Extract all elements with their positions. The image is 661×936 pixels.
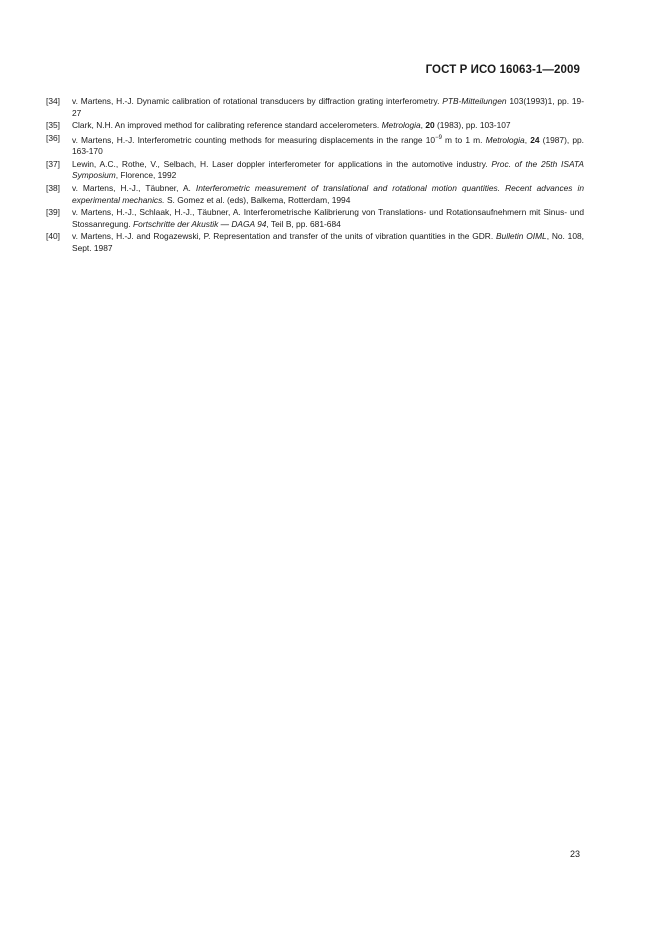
bibliography-list [46, 96, 584, 255]
reference-text [72, 96, 584, 120]
reference-segment: Interferometric measurement of translational and rotational motion quantities. Recent advances in experimental mechanics. [72, 182, 585, 205]
reference-segment: v. Martens, H.-J. and Rogazewski, P. Representation and transfer of the units of vibration quantities in the GDR. [72, 231, 496, 242]
reference-text [72, 133, 584, 158]
reference-number: [37] [46, 158, 60, 169]
reference-segment: Metrologia [485, 134, 525, 145]
reference-item [46, 207, 584, 231]
reference-text [72, 120, 584, 132]
reference-segment: Clark, N.H. An improved method for calibrating reference standard accelerometers. [72, 120, 382, 131]
reference-segment: m to 1 m. [441, 134, 486, 145]
reference-segment: 103(1993)1, pp. 19-27 [72, 96, 584, 118]
reference-item [46, 231, 584, 255]
reference-segment: 24 [530, 134, 540, 145]
reference-segment: v. Martens, H.-J. Interferometric counting methods for measuring displacements in the range 10 [72, 134, 436, 145]
reference-segment: Fortschritte der Akustik — DAGA 94 [133, 218, 267, 229]
page-number: 23 [569, 849, 580, 859]
reference-number: [34] [46, 96, 60, 106]
reference-number: [35] [46, 120, 60, 131]
reference-segment: Lewin, A.C., Rothe, V., Selbach, H. Laser doppler interferometer for applications in the automotive industry. [72, 158, 492, 169]
reference-segment: , [420, 120, 426, 131]
reference-number: [39] [46, 206, 60, 217]
reference-text [72, 231, 584, 255]
reference-segment: , Teil B, pp. 681-684 [266, 218, 341, 229]
reference-segment: PTB-Mitteilungen [442, 96, 507, 106]
reference-segment: , No. 108, Sept. 1987 [72, 231, 584, 253]
reference-number: [40] [46, 231, 60, 242]
reference-text [72, 207, 584, 231]
reference-text [72, 159, 584, 183]
reference-segment: v. Martens, H.-J., Täubner, A. [72, 182, 196, 193]
reference-item [46, 120, 584, 132]
reference-number: [38] [46, 182, 60, 193]
reference-segment: Bulletin OIML [495, 231, 547, 242]
reference-segment: −9 [435, 134, 442, 141]
reference-segment: v. Martens, H.-J. Dynamic calibration of rotational transducers by diffraction grating interferometry. [72, 96, 443, 106]
reference-segment: (1987), pp. 163-170 [72, 134, 584, 157]
reference-number: [36] [46, 132, 60, 143]
reference-segment: , Florence, 1992 [115, 170, 177, 181]
reference-item [46, 159, 584, 183]
reference-item [46, 133, 584, 158]
reference-segment: (1983), pp. 103-107 [434, 120, 511, 131]
reference-segment: Proc. of the 25th ISATA Symposium [72, 158, 584, 181]
reference-segment: , [524, 134, 531, 145]
reference-segment: v. Martens, H.-J., Schlaak, H.-J., Täubner, A. Interferometrische Kalibrierung von Translations- und Rotationsaufnehmern mit Sinus- und Stossanregung. [72, 206, 584, 229]
reference-segment: S. Gomez et al. (eds), Balkema, Rotterdam, 1994 [164, 194, 351, 205]
reference-segment: Metrologia [381, 120, 421, 131]
reference-item [46, 183, 584, 207]
reference-text [72, 183, 584, 207]
reference-item [46, 96, 584, 120]
document-header: ГОСТ Р ИСО 16063-1—2009 [425, 64, 580, 76]
reference-segment: 20 [425, 120, 435, 131]
